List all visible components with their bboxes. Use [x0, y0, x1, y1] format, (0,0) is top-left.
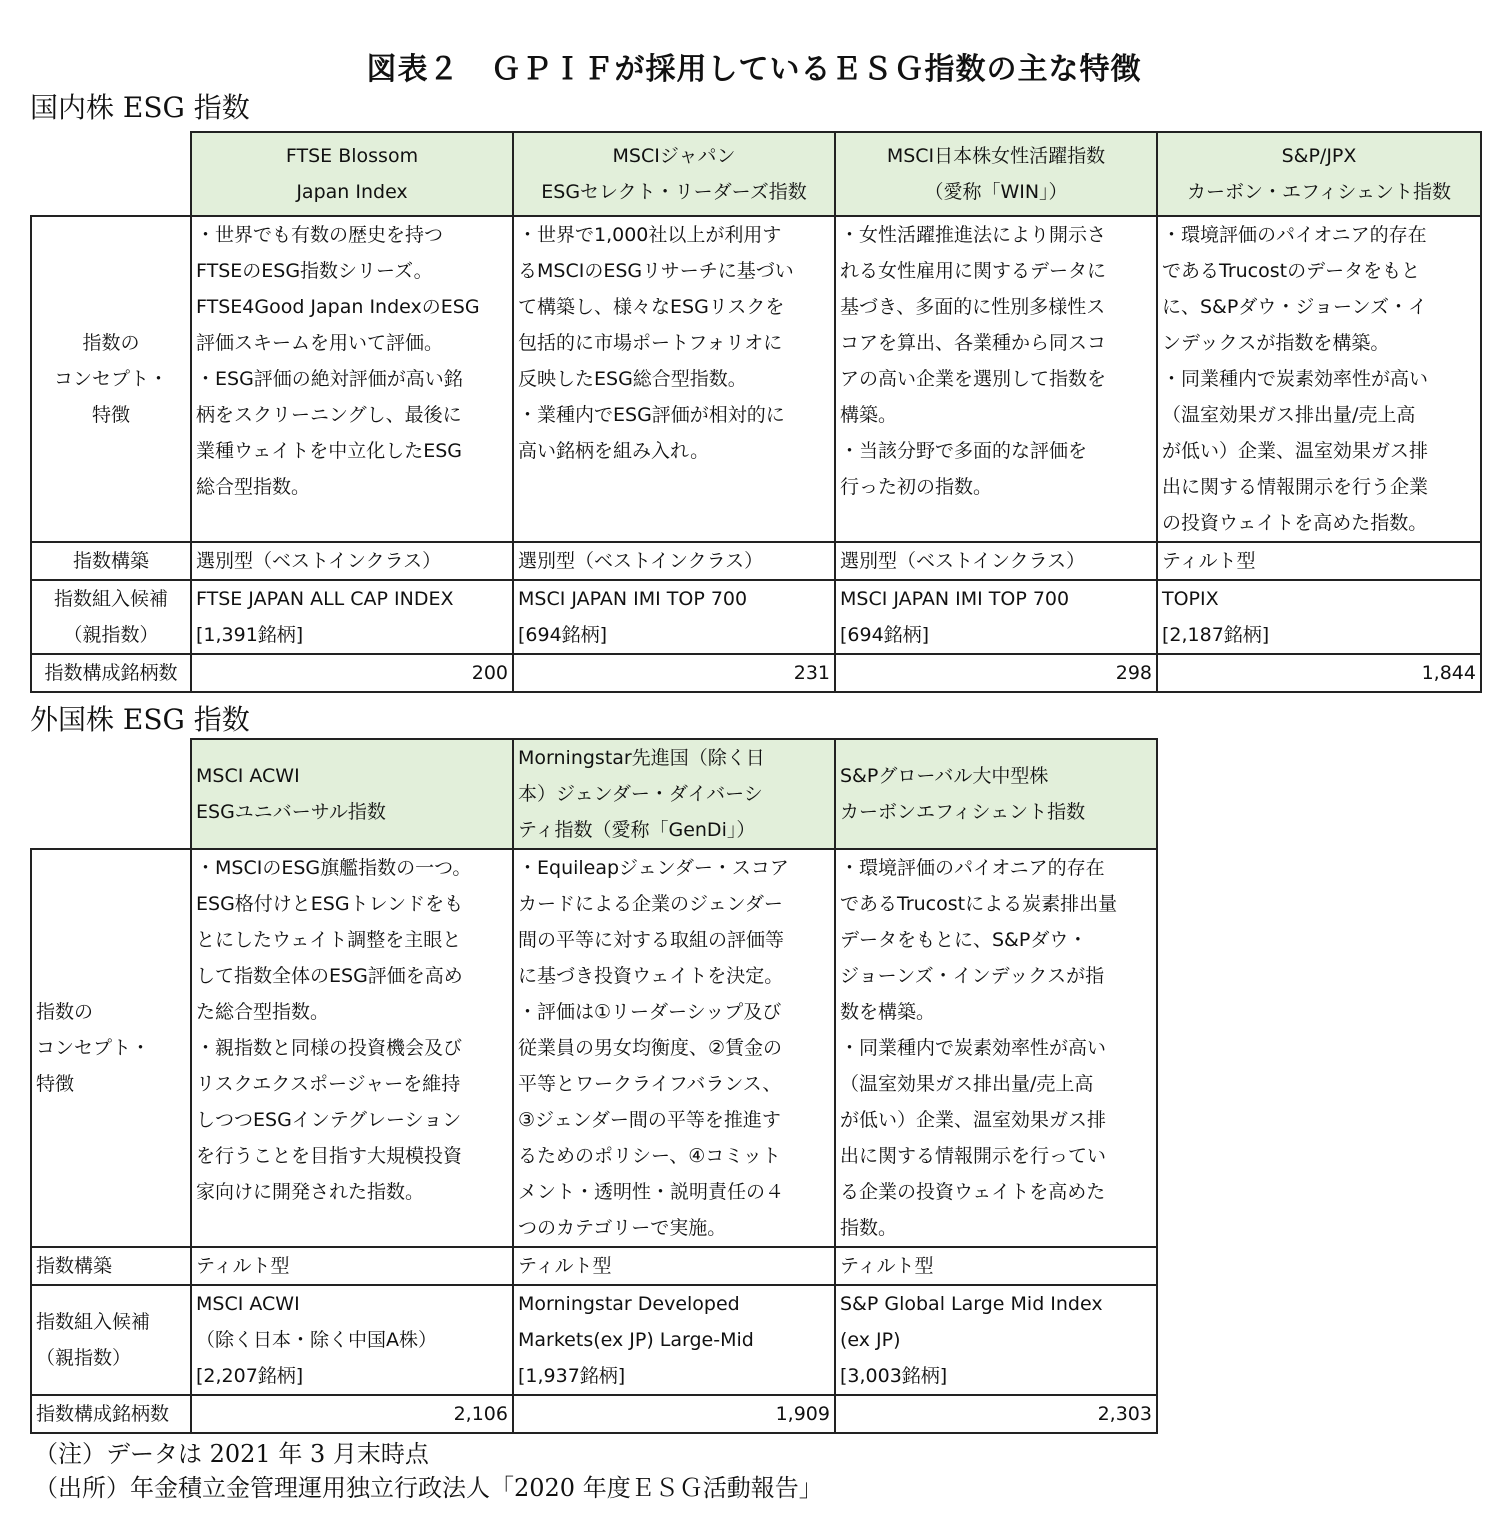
domestic-row-label-parent: 指数組入候補 （親指数） [31, 580, 191, 654]
foreign-count-2: 1,909 [513, 1395, 835, 1433]
domestic-concept-2: ・世界で1,000社以上が利用す るMSCIのESGリサーチに基づい て構築し、様々なESGリスクを 包括的に市場ポートフォリオに 反映したESG総合型指数。 ・業種内でESG評価が相対的に 高い銘柄を組み入れ。 [513, 216, 835, 542]
domestic-count-1: 200 [191, 654, 513, 692]
source-text: （出所）年金積立金管理運用独立行政法人「2020 年度ＥＳＧ活動報告」 [34, 1474, 823, 1502]
domestic-count-4: 1,844 [1157, 654, 1481, 692]
domestic-parent-4: TOPIX [2,187銘柄] [1157, 580, 1481, 654]
foreign-construction-2: ティルト型 [513, 1247, 835, 1285]
foreign-section-title: 外国株 ESG 指数 [30, 703, 250, 736]
foreign-concept-3: ・環境評価のパイオニア的存在 であるTrucostによる炭素排出量 データをもとに、S&Pダウ・ ジョーンズ・インデックスが指 数を構築。 ・同業種内で炭素効率性が高い （温室効果ガス排出量/売上高 が低い）企業、温室効果ガス排 出に関する情報開示を行ってい る企業の投資ウェイトを高めた 指数。 [835, 849, 1157, 1247]
foreign-count-3: 2,303 [835, 1395, 1157, 1433]
foreign-count-1: 2,106 [191, 1395, 513, 1433]
foreign-construction-1: ティルト型 [191, 1247, 513, 1285]
domestic-col-header-4: S&P/JPX カーボン・エフィシェント指数 [1157, 132, 1481, 216]
foreign-concept-1: ・MSCIのESG旗艦指数の一つ。 ESG格付けとESGトレンドをも とにしたウェイト調整を主眼と して指数全体のESG評価を高め た総合型指数。 ・親指数と同様の投資機会及び リスクエクスポージャーを維持 しつつESGインテグレーション を行うことを目指す大規模投資 家向けに開発された指数。 [191, 849, 513, 1247]
domestic-count-2: 231 [513, 654, 835, 692]
domestic-esg-table [30, 131, 1482, 693]
domestic-construction-4: ティルト型 [1157, 542, 1481, 580]
foreign-parent-2: Morningstar Developed Markets(ex JP) Large-Mid [1,937銘柄] [513, 1285, 835, 1395]
domestic-concept-4: ・環境評価のパイオニア的存在 であるTrucostのデータをもと に、S&Pダウ・ジョーンズ・イ ンデックスが指数を構築。 ・同業種内で炭素効率性が高い （温室効果ガス排出量/売上高 が低い）企業、温室効果ガス排 出に関する情報開示を行う企業 の投資ウェイトを高めた指数。 [1157, 216, 1481, 542]
foreign-parent-3: S&P Global Large Mid Index (ex JP) [3,003銘柄] [835, 1285, 1157, 1395]
domestic-col-header-1: FTSE Blossom Japan Index [191, 132, 513, 216]
domestic-section-title: 国内株 ESG 指数 [30, 91, 250, 124]
domestic-col-header-3: MSCI日本株女性活躍指数 （愛称「WIN」） [835, 132, 1157, 216]
domestic-parent-2: MSCI JAPAN IMI TOP 700 [694銘柄] [513, 580, 835, 654]
domestic-row-label-count: 指数構成銘柄数 [31, 654, 191, 692]
domestic-parent-3: MSCI JAPAN IMI TOP 700 [694銘柄] [835, 580, 1157, 654]
foreign-col-header-1: MSCI ACWI ESGユニバーサル指数 [191, 739, 513, 849]
foreign-construction-3: ティルト型 [835, 1247, 1157, 1285]
domestic-concept-3: ・女性活躍推進法により開示さ れる女性雇用に関するデータに 基づき、多面的に性別多様性ス コアを算出、各業種から同スコ アの高い企業を選別して指数を 構築。 ・当該分野で多面的な評価を 行った初の指数。 [835, 216, 1157, 542]
foreign-col-header-2: Morningstar先進国（除く日 本）ジェンダー・ダイバーシ ティ指数（愛称「GenDi」） [513, 739, 835, 849]
domestic-row-label-construction: 指数構築 [31, 542, 191, 580]
foreign-concept-2: ・Equileapジェンダー・スコア カードによる企業のジェンダー 間の平等に対する取組の評価等 に基づき投資ウェイトを決定。 ・評価は①リーダーシップ及び 従業員の男女均衡度、②賃金の 平等とワークライフバランス、 ③ジェンダー間の平等を推進す るためのポリシー、④コミット メント・透明性・説明責任の４ つのカテゴリーで実施。 [513, 849, 835, 1247]
note-text: （注）データは 2021 年 3 月末時点 [34, 1440, 429, 1468]
foreign-row-label-construction: 指数構築 [31, 1247, 191, 1285]
domestic-concept-1: ・世界でも有数の歴史を持つ FTSEのESG指数シリーズ。 FTSE4Good Japan IndexのESG 評価スキームを用いて評価。 ・ESG評価の絶対評価が高い銘 柄をスクリーニングし、最後に 業種ウェイトを中立化したESG 総合型指数。 [191, 216, 513, 542]
domestic-construction-3: 選別型（ベストインクラス） [835, 542, 1157, 580]
foreign-col-header-3: S&Pグローバル大中型株 カーボンエフィシェント指数 [835, 739, 1157, 849]
foreign-parent-1: MSCI ACWI （除く日本・除く中国A株） [2,207銘柄] [191, 1285, 513, 1395]
foreign-row-label-concept: 指数の コンセプト・ 特徴 [31, 849, 191, 1247]
domestic-construction-2: 選別型（ベストインクラス） [513, 542, 835, 580]
foreign-row-label-parent: 指数組入候補 （親指数） [31, 1285, 191, 1395]
foreign-esg-table [30, 738, 1158, 1434]
domestic-construction-1: 選別型（ベストインクラス） [191, 542, 513, 580]
domestic-count-3: 298 [835, 654, 1157, 692]
page-title: 図表２ ＧＰＩＦが採用しているＥＳＧ指数の主な特徴 [366, 52, 1142, 87]
foreign-row-label-count: 指数構成銘柄数 [31, 1395, 191, 1433]
domestic-row-label-concept: 指数の コンセプト・ 特徴 [31, 216, 191, 542]
domestic-parent-1: FTSE JAPAN ALL CAP INDEX [1,391銘柄] [191, 580, 513, 654]
domestic-col-header-2: MSCIジャパン ESGセレクト・リーダーズ指数 [513, 132, 835, 216]
